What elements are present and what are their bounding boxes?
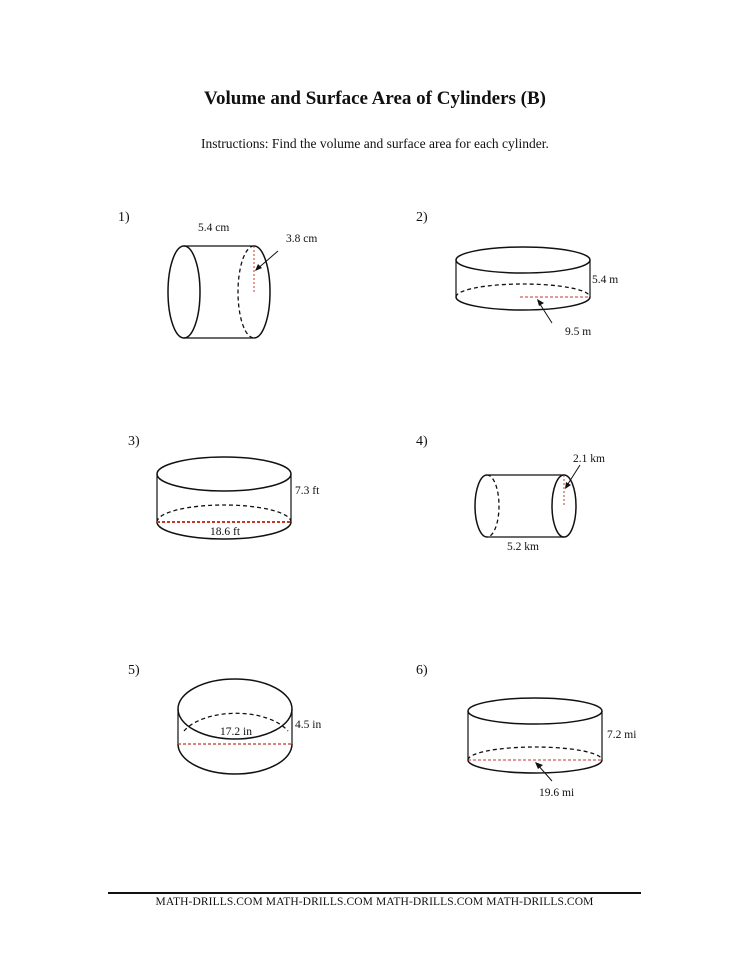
cylinder-horizontal-figure <box>160 235 280 345</box>
radius-label: 3.8 cm <box>286 233 318 245</box>
cylinder-vertical-figure <box>452 245 602 315</box>
instructions: Instructions: Find the volume and surface area for each cylinder. <box>201 136 549 151</box>
cylinder-horizontal-figure <box>470 470 580 540</box>
diameter-label: 17.2 in <box>220 726 252 738</box>
length-label: 5.4 cm <box>198 222 230 234</box>
footer-divider <box>108 892 641 894</box>
height-label: 7.2 mi <box>607 729 637 741</box>
height-label: 5.4 m <box>592 274 619 286</box>
length-label: 5.2 km <box>507 541 539 553</box>
problem-number: 4) <box>416 434 428 449</box>
cylinder-vertical-figure <box>465 696 610 786</box>
radius-label: 9.5 m <box>565 326 592 338</box>
height-label: 4.5 in <box>295 719 322 731</box>
radius-label: 19.6 mi <box>539 787 575 799</box>
problem-number: 6) <box>416 663 428 678</box>
problem-number: 2) <box>416 210 428 225</box>
diameter-label: 18.6 ft <box>210 526 241 538</box>
height-label: 7.3 ft <box>295 485 320 497</box>
radius-label: 2.1 km <box>573 453 605 465</box>
problem-number: 1) <box>118 210 130 225</box>
problem-number: 3) <box>128 434 140 449</box>
problem-number: 5) <box>128 663 140 678</box>
footer-text: MATH-DRILLS.COM MATH-DRILLS.COM MATH-DRILLS.COM MATH-DRILLS.COM <box>155 896 594 908</box>
worksheet-title: Volume and Surface Area of Cylinders (B) <box>204 88 546 109</box>
